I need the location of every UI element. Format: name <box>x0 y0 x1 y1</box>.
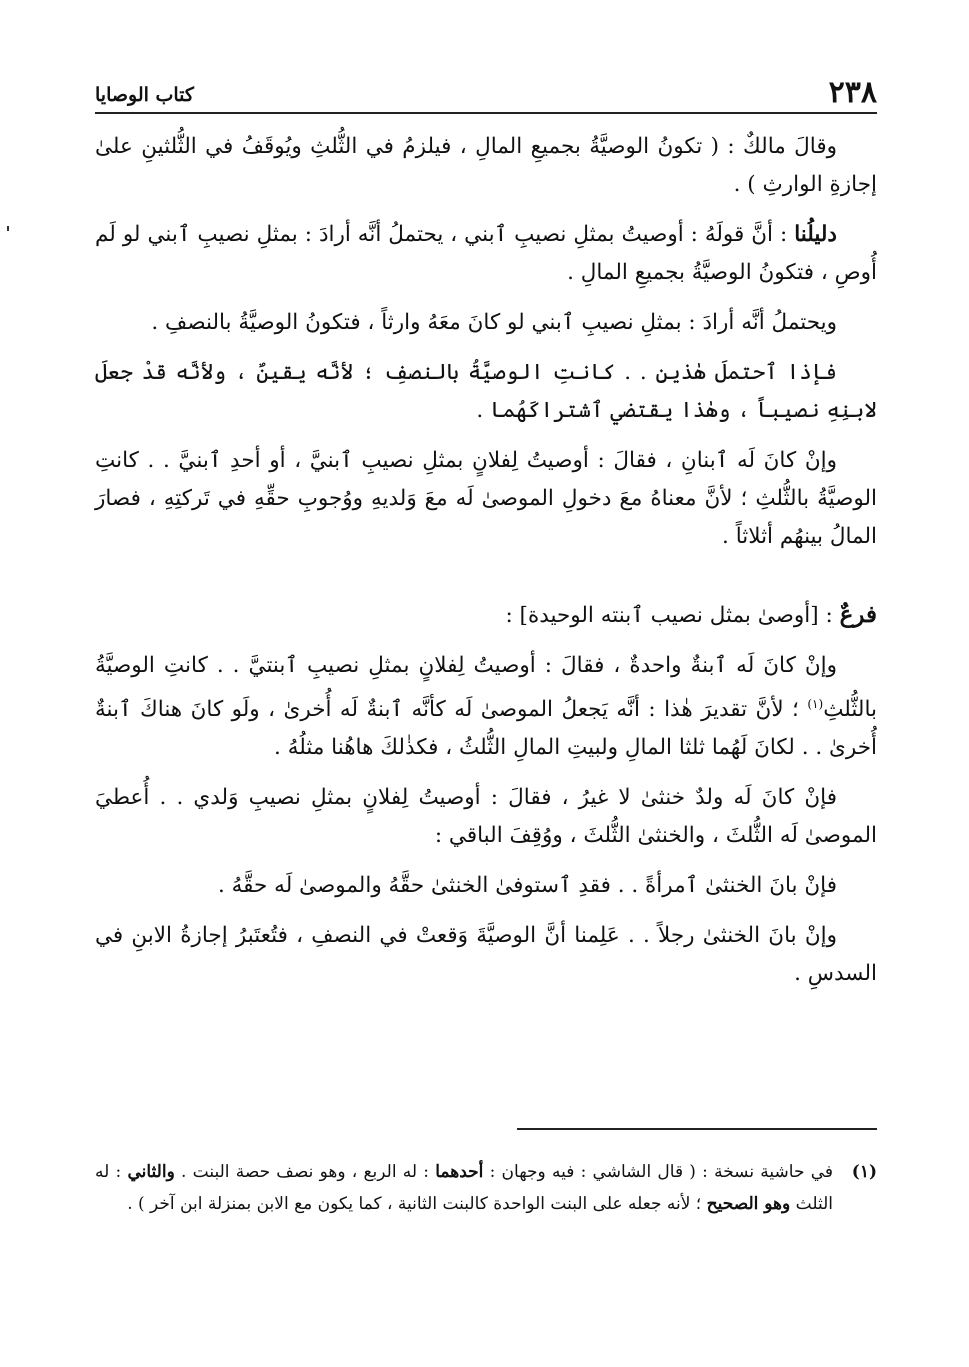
paragraph <box>95 779 877 855</box>
footnote-reference[interactable]: (١) <box>807 697 824 711</box>
paragraph-lead: دليلُنا <box>794 222 837 247</box>
paragraph-text: فإنْ بانَ الخنثىٰ ٱمرأةً . . فقدِ ٱستوفىٰ الخنثىٰ حقَّهُ والموصىٰ لَه حقَّهُ . <box>217 873 837 899</box>
footnote-marker: (١) <box>851 1162 877 1182</box>
paragraph-text: وإنْ كانَ لَه ٱبنانِ ، فقالَ : أوصيتُ لِفلانٍ بمثلِ نصيبِ ٱبنيَّ ، أو أحدِ ٱبنيَّ . . كانتِ الوصيَّةُ بالثُّلثِ ؛ لأنَّ معناهُ معَ دخولِ الموصىٰ لَه معَ وَلديهِ ووُجوبِ حقِّهِ في تَركتِهِ ، فصارَ المالُ بينهُم أثلاثاً . <box>95 448 877 549</box>
footnote-bold-part: والثاني <box>127 1162 175 1182</box>
main-text <box>95 128 877 1005</box>
scan-margin-mark <box>7 226 9 231</box>
footnote-text-part: ؛ لأنه جعله على البنت الواحدة كالبنت الثانية ، كما يكون مع الابن بمنزلة ابن آخر ) . <box>127 1194 707 1214</box>
paragraph-text: وقالَ مالكٌ : ( تكونُ الوصيَّةُ بجميعِ المالِ ، فيلزمُ في الثُّلثِ ويُوقَفُ في الثُّلثينِ علىٰ إجازةِ الوارثِ ) . <box>95 134 877 197</box>
footnote-bold-part: أحدهما <box>435 1162 484 1182</box>
section-label: فرعٌ <box>839 601 877 628</box>
paragraph <box>95 442 877 556</box>
section-title: : [أوصىٰ بمثل نصيب ٱبنته الوحيدة] : <box>505 603 840 628</box>
footnote <box>95 1156 877 1220</box>
footnote-text <box>95 1156 833 1220</box>
running-title: كتاب الوصايا <box>95 84 194 106</box>
paragraph <box>95 354 877 430</box>
section-heading <box>95 596 877 635</box>
paragraph <box>95 304 877 342</box>
paragraph-text: ويحتملُ أنَّه أرادَ : بمثلِ نصيبِ ٱبني لو كانَ معَهُ وارثاً ، فتكونُ الوصيَّةُ بالنصفِ . <box>151 310 837 335</box>
footnote-text-part: : له الربع ، وهو نصف حصة البنت . <box>174 1162 436 1182</box>
paragraph <box>95 216 877 292</box>
footnote-bold-part: وهو الصحيح <box>706 1194 791 1214</box>
paragraph-text: فإذا ٱحتملَ هٰذينِ . . كانتِ الوصيَّةُ بالنصفِ ؛ لأنَّه يقينٌ ، ولأنَّه قدْ جعلَ لابنِهِ نصيباً ، وهٰذا يقتضي ٱشتراكَهُما . <box>95 360 877 423</box>
paragraph-text: وإنْ كانَ لَه ٱبنةٌ واحدةٌ ، فقالَ : أوصيتُ لِفلانٍ بمثلِ نصيبِ ٱبنتيَّ . . كانتِ الوصيَّةُ بالثُّلثِ <box>95 653 877 723</box>
page-header <box>95 75 877 114</box>
paragraph <box>95 128 877 204</box>
page-number: ٢٣٨ <box>828 75 877 110</box>
footnote-text-part: في حاشية نسخة : ( قال الشاشي : فيه وجهان : <box>483 1162 833 1182</box>
paragraph <box>95 867 877 905</box>
footnote-text-part: : له الثلث <box>95 1162 833 1214</box>
paragraph-text: فإنْ كانَ لَه ولدٌ خنثىٰ لا غيرُ ، فقالَ : أوصيتُ لِفلانٍ بمثلِ نصيبِ وَلدي . . أُعطيَ الموصىٰ لَه الثُّلثَ ، والخنثىٰ الثُّلثَ ، ووُقِفَ الباقي : <box>95 785 877 849</box>
footnote-divider <box>517 1128 877 1130</box>
paragraph-text: ؛ لأنَّ تقديرَ هٰذا : أنَّه يَجعلُ الموصىٰ لَه كأنَّه ٱبنةٌ لَه أُخرىٰ ، ولَو كانَ هناكَ ٱبنةٌ أُخرىٰ . . لكانَ لَهُما ثلثا المالِ ولبيتِ المالِ الثُّلثُ ، فكذٰلكَ هاهُنا مثلُهُ . <box>95 697 877 761</box>
paragraph-text: وإنْ بانَ الخنثىٰ رجلاً . . عَلِمنا أنَّ الوصيَّةَ وَقعتْ في النصفِ ، فتُعتَبرُ إجازةُ الابنِ في السدسِ . <box>95 923 877 987</box>
paragraph-text: : أنَّ قولَهُ : أوصيتُ بمثلِ نصيبِ ٱبني ، يحتملُ أنَّه أرادَ : بمثلِ نصيبِ ٱبني لو لَم أُوصِ ، فتكونُ الوصيَّةُ بجميعِ المالِ . <box>95 222 877 285</box>
paragraph <box>95 647 877 767</box>
paragraph <box>95 917 877 993</box>
